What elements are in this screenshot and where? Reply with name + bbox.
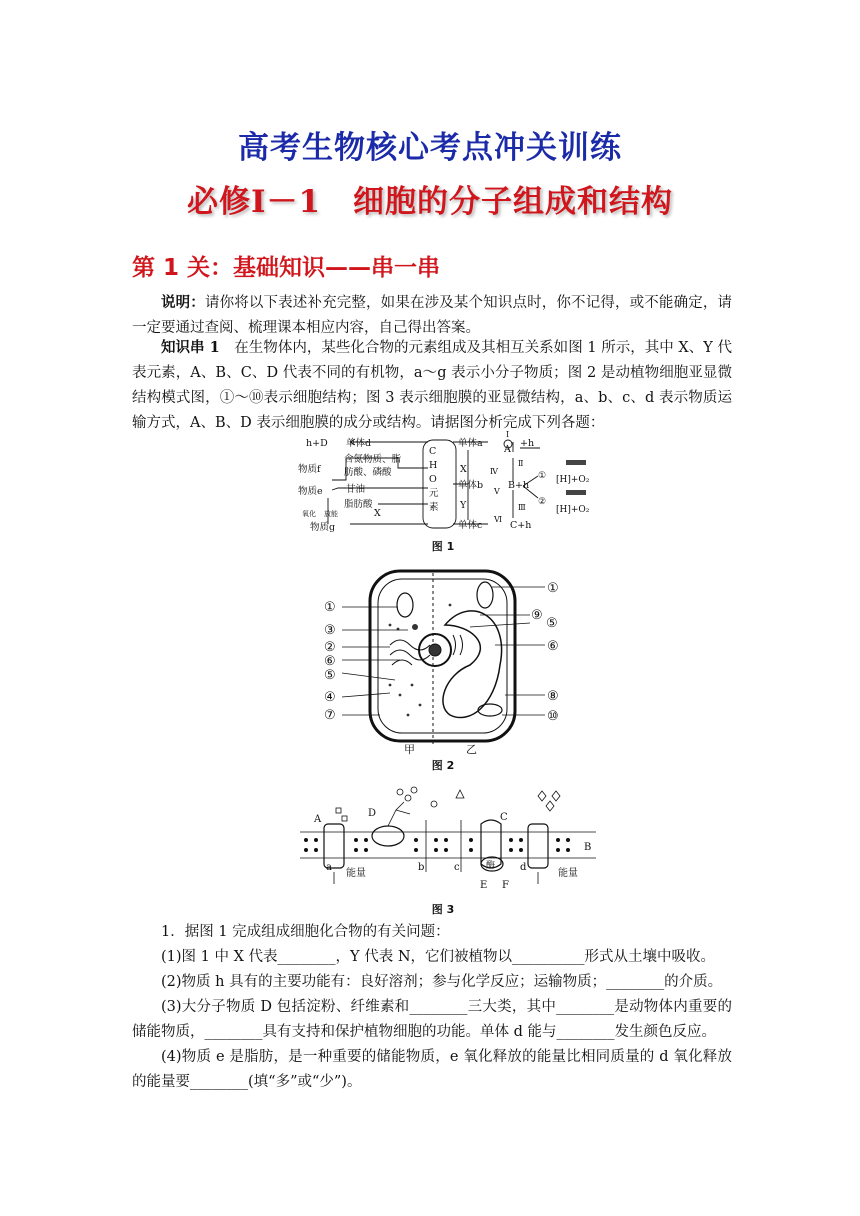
fig1-right: 单体a [458,438,483,449]
fig1-center: 元 [429,488,439,499]
fig1-right: ① [538,471,547,481]
fig1-label: 甘油 [346,484,366,495]
fig2-marker: ⑤ [546,616,558,631]
question-intro: 1．据图 1 完成组成细胞化合物的有关问题： [161,924,450,940]
fig1-right: +h [520,438,535,449]
fig2-marker: ⑥ [547,639,559,654]
fig1-right: Ⅲ [518,503,526,512]
mitochondrion [397,593,413,617]
fig2-marker: ② [324,640,336,655]
fig2-marker: ③ [324,623,336,638]
fig2-marker: ⑤ [324,668,336,683]
fig2-marker: ⑩ [547,709,559,724]
fig1-label: 放能 [324,510,338,518]
fig1-right: B+h [508,480,530,491]
fig1-right: ② [538,497,547,507]
fig3-label-F: F [502,880,509,891]
fig1-right: A [504,444,511,455]
carrier-protein [528,824,548,868]
fig1-label: 物质e [298,486,323,497]
fig2-marker: ⑧ [547,689,559,704]
question-4: (4)物质 e 是脂肪，是一种重要的储能物质，e 氧化释放的能量比相同质量的 d 氧化释放的能量要________(填“多”或“少”)。 [132,1049,732,1090]
fig3-label-A: A [314,814,322,825]
fig2-label-yi: 乙 [466,743,477,755]
fig1-right: Ⅳ [490,467,498,476]
fig3-label-d: d [520,862,527,873]
section-heading: 第 1 关：基础知识——串一串 [132,255,441,281]
fig3-label-a: a [326,862,332,873]
fig2-marker: ⑦ [324,708,336,723]
figure-2-caption: 图 2 [431,759,455,772]
question-3: (3)大分子物质 D 包括淀粉、纤维素和________三大类，其中________是动物体内重要的储能物质，________具有支持和保护植物细胞的功能。单体 d 能与________发生颜色反应。 [132,999,732,1040]
fig3-label-C: C [500,812,508,823]
fig1-label: X [374,508,381,519]
fig1-right: C+h [510,520,532,531]
fig1-label: h+D [306,438,328,449]
fig1-label: 物质g [310,522,336,533]
question-2: (2)物质 h 具有的主要功能有：良好溶剂；参与化学反应；运输物质；________的介质。 [161,974,723,990]
figure-1-caption: 图 1 [431,540,455,553]
fig1-label: 脂肪酸 [344,499,373,510]
fig1-right: Ⅵ [494,515,503,524]
fig3-label-B: B [584,842,592,853]
fig3-label-b: b [418,862,425,873]
fig1-center: H [429,460,438,471]
fig1-label: 肪酸、磷酸 [344,467,392,478]
fig2-marker: ④ [324,690,336,705]
question-1: (1)图 1 中 X 代表________，Y 代表 N，它们被植物以__________形式从土壤中吸收。 [161,949,715,965]
fig2-marker: ① [547,581,559,596]
glycoprotein [372,826,404,846]
nucleolus [429,644,441,656]
page-title: 高考生物核心考点冲关训练 [238,130,622,166]
fig3-label-energy: 能量 [346,868,366,879]
fig2-marker: ⑨ [531,608,543,623]
fig1-mid: X [460,464,467,475]
fig1-label: 氧化 [302,510,316,518]
fig1-mid: Y [460,500,467,511]
fig3-label-energy: 能量 [558,868,578,879]
fig3-label-D: D [368,808,377,819]
figure-3-caption: 图 3 [431,903,455,916]
fig1-center: O [429,474,437,485]
fig1-label: 含氮物质、脂 [344,454,402,465]
note-paragraph [132,290,732,341]
fig1-right: [H]+O₂ [556,505,590,515]
figure-2-cell-diagram [320,565,570,755]
chloroplast [478,704,502,716]
fig1-right: Ⅴ [494,487,500,496]
note-text: 请你将以下表述补充完整，如果在涉及某个知识点时，你不记得，或不能确定，请一定要通过查阅、梳理课本相应内容，自己得出答案。 [132,295,732,336]
knowledge-paragraph [132,335,732,436]
fig1-right: 单体c [458,520,483,531]
fig2-label-jia: 甲 [404,743,415,755]
kp-label: 知识串 1 [161,339,220,356]
fig1-center: C [429,446,437,457]
note-label: 说明： [161,294,205,311]
fig3-label-E: E [480,880,488,891]
fig1-label: 单体d [346,438,372,449]
fig1-center: 素 [429,502,439,513]
fig1-right: Ⅱ [518,459,524,468]
fig1-right: 单体b [458,480,484,491]
fig3-label-c: c [454,862,460,873]
chloroplast [477,582,493,608]
fig2-marker: ① [324,600,336,615]
fig2-marker: ⑥ [324,654,336,669]
fig1-right: [H]+O₂ [556,475,590,485]
figure-3-membrane-diagram [296,780,600,898]
figure-1-diagram [298,428,608,538]
fig1-right: Ⅰ [506,430,510,439]
fig1-label: 物质f [298,464,321,475]
page-subtitle: 必修Ⅰ－1 细胞的分子组成和结构 [186,184,674,220]
fig3-label-enzyme: 酶 [486,861,496,871]
kp-text: 在生物体内，某些化合物的元素组成及其相互关系如图 1 所示，其中 X、Y 代表元素，A、B、C、D 代表不同的有机物，a～g 表示小分子物质；图 2 是动植物细胞亚显微结构模式图，①～⑩表示细胞结构；图 3 表示细胞膜的亚显微结构，a、b、c、d 表示物质运输方式，A、B、D 表示细胞膜的成分或结构。请据图分析完成下列各题： [132,340,732,431]
